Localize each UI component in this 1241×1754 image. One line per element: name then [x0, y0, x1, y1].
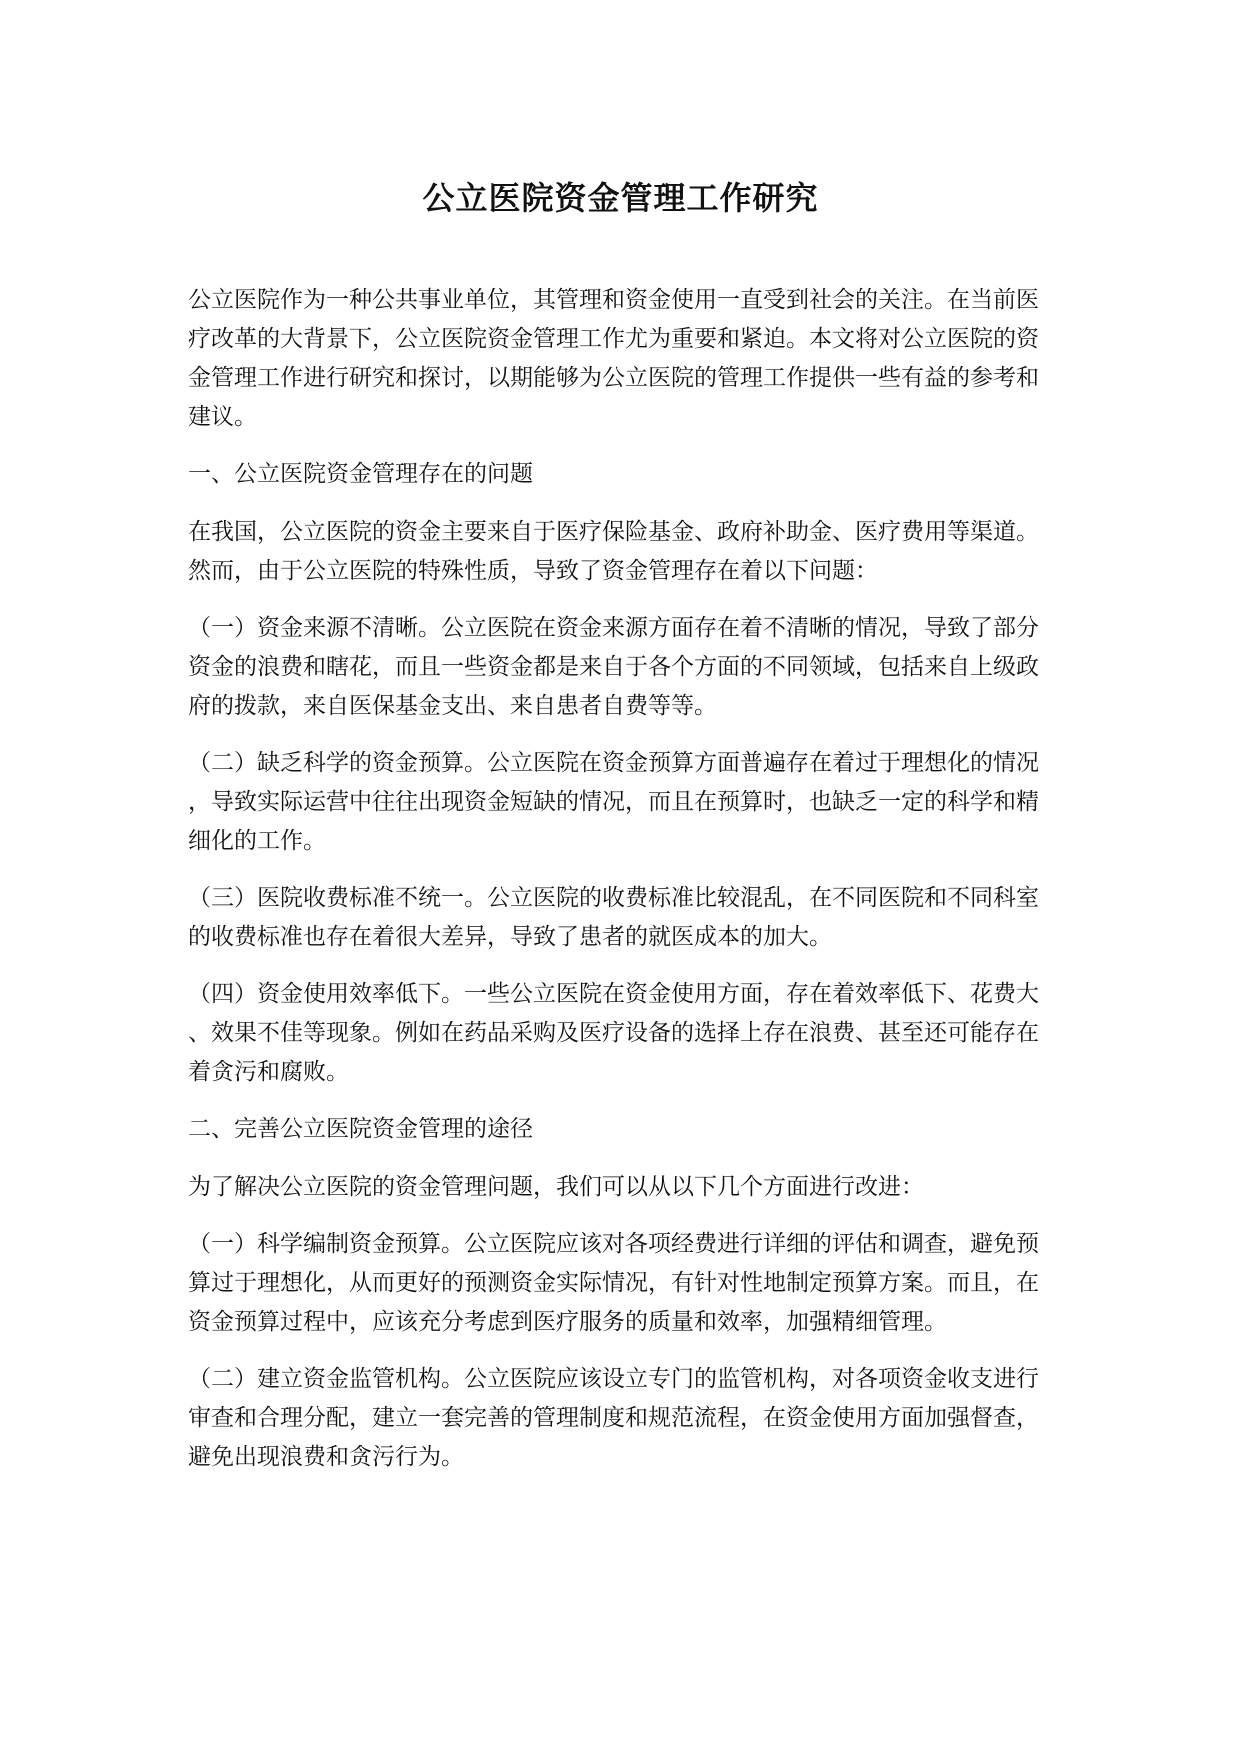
problem-item-4: （四）资金使用效率低下。一些公立医院在资金使用方面，存在着效率低下、花费大、效果不佳等现象。例如在药品采购及医疗设备的选择上存在浪费、甚至还可能存在着贪污和腐败。	[188, 981, 1039, 1085]
section-heading-solutions: 二、完善公立医院资金管理的途径	[188, 1116, 533, 1142]
solution-item-2: （二）建立资金监管机构。公立医院应该设立专门的监管机构，对各项资金收支进行审查和合理分配，建立一套完善的管理制度和规范流程，在资金使用方面加强督查，避免出现浪费和贪污行为。	[188, 1366, 1039, 1470]
solution-item-1: （一）科学编制资金预算。公立医院应该对各项经费进行详细的评估和调查，避免预算过于理想化，从而更好的预测资金实际情况，有针对性地制定预算方案。而且，在资金预算过程中，应该充分考虑到医疗服务的质量和效率，加强精细管理。	[188, 1231, 1039, 1335]
solutions-intro-paragraph: 为了解决公立医院的资金管理问题，我们可以从以下几个方面进行改进：	[188, 1174, 924, 1200]
problem-item-1: （一）资金来源不清晰。公立医院在资金来源方面存在着不清晰的情况，导致了部分资金的浪费和瞎花，而且一些资金都是来自于各个方面的不同领域，包括来自上级政府的拨款，来自医保基金支出、来自患者自费等等。	[188, 615, 1039, 719]
document-body	[188, 281, 1058, 1495]
intro-paragraph: 公立医院作为一种公共事业单位，其管理和资金使用一直受到社会的关注。在当前医疗改革的大背景下，公立医院资金管理工作尤为重要和紧迫。本文将对公立医院的资金管理工作进行研究和探讨，以期能够为公立医院的管理工作提供一些有益的参考和建议。	[188, 287, 1039, 430]
section-heading-problems: 一、公立医院资金管理存在的问题	[188, 461, 533, 487]
problem-item-3: （三）医院收费标准不统一。公立医院的收费标准比较混乱，在不同医院和不同科室的收费标准也存在着很大差异，导致了患者的就医成本的加大。	[188, 885, 1039, 950]
problems-intro-paragraph: 在我国，公立医院的资金主要来自于医疗保险基金、政府补助金、医疗费用等渠道。然而，由于公立医院的特殊性质，导致了资金管理存在着以下问题：	[188, 519, 1039, 584]
document-title: 公立医院资金管理工作研究	[422, 179, 819, 217]
problem-item-2: （二）缺乏科学的资金预算。公立医院在资金预算方面普遍存在着过于理想化的情况，导致实际运营中往往出现资金短缺的情况，而且在预算时，也缺乏一定的科学和精细化的工作。	[188, 750, 1039, 854]
